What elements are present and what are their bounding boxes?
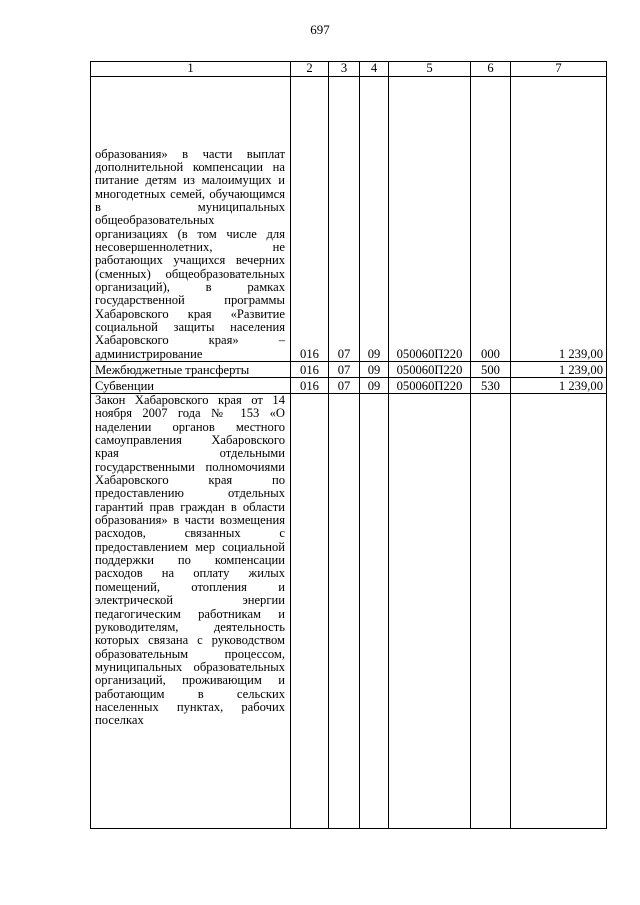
row-col-5 bbox=[389, 394, 471, 829]
table-row bbox=[91, 362, 607, 378]
row-col-4: 09 bbox=[360, 378, 389, 394]
row-description: образования» в части выплат дополнительной компенсации на питание детям из малоимущих и многодетных семей, обучающимся в муниципальных общеобразовательных организациях (в том числе для несовершеннолетних, не работающих учащихся вечерних (сменных) общеобразовательных организаций), в рамках государственной программы Хабаровского края «Развитие социальной защиты населения Хабаровского края» – администрирование bbox=[91, 77, 291, 362]
row-col-2: 016 bbox=[291, 362, 329, 378]
row-col-7: 1 239,00 bbox=[511, 378, 607, 394]
row-col-2: 016 bbox=[291, 378, 329, 394]
budget-table bbox=[90, 61, 607, 829]
header-col-1: 1 bbox=[91, 62, 291, 77]
row-col-7 bbox=[511, 394, 607, 829]
row-col-6: 530 bbox=[471, 378, 511, 394]
row-col-4 bbox=[360, 394, 389, 829]
row-col-5: 050060П220 bbox=[389, 378, 471, 394]
header-col-4: 4 bbox=[360, 62, 389, 77]
row-col-2: 016 bbox=[291, 77, 329, 362]
row-col-7: 1 239,00 bbox=[511, 362, 607, 378]
table-row bbox=[91, 77, 607, 362]
table-row bbox=[91, 378, 607, 394]
row-description: Субвенции bbox=[91, 378, 291, 394]
row-col-3: 07 bbox=[329, 378, 360, 394]
row-col-3: 07 bbox=[329, 77, 360, 362]
header-col-6: 6 bbox=[471, 62, 511, 77]
row-description: Закон Хабаровского края от 14 ноября 2007 года № 153 «О наделении органов местного самоуправления Хабаровского края отдельными государственными полномочиями Хабаровского края по предоставлению отдельных гарантий прав граждан в области образования» в части возмещения расходов, связанных с предоставлением мер социальной поддержки по компенсации расходов на оплату жилых помещений, отопления и электрической энергии педагогическим работникам и руководителям, деятельность которых связана с руководством образовательным процессом, муниципальных образовательных организаций, проживающим и работающим в сельских населенных пунктах, рабочих поселках bbox=[91, 394, 291, 829]
row-col-3 bbox=[329, 394, 360, 829]
row-col-4: 09 bbox=[360, 77, 389, 362]
row-col-6: 500 bbox=[471, 362, 511, 378]
row-col-5: 050060П220 bbox=[389, 362, 471, 378]
row-col-5: 050060П220 bbox=[389, 77, 471, 362]
table-row bbox=[91, 394, 607, 829]
header-row bbox=[91, 62, 607, 77]
header-col-3: 3 bbox=[329, 62, 360, 77]
page-number: 697 bbox=[310, 22, 330, 37]
header-col-5: 5 bbox=[389, 62, 471, 77]
row-col-7: 1 239,00 bbox=[511, 77, 607, 362]
row-col-6: 000 bbox=[471, 77, 511, 362]
row-col-3: 07 bbox=[329, 362, 360, 378]
header-col-2: 2 bbox=[291, 62, 329, 77]
row-description: Межбюджетные трансферты bbox=[91, 362, 291, 378]
row-col-4: 09 bbox=[360, 362, 389, 378]
row-col-6 bbox=[471, 394, 511, 829]
header-col-7: 7 bbox=[511, 62, 607, 77]
row-col-2 bbox=[291, 394, 329, 829]
